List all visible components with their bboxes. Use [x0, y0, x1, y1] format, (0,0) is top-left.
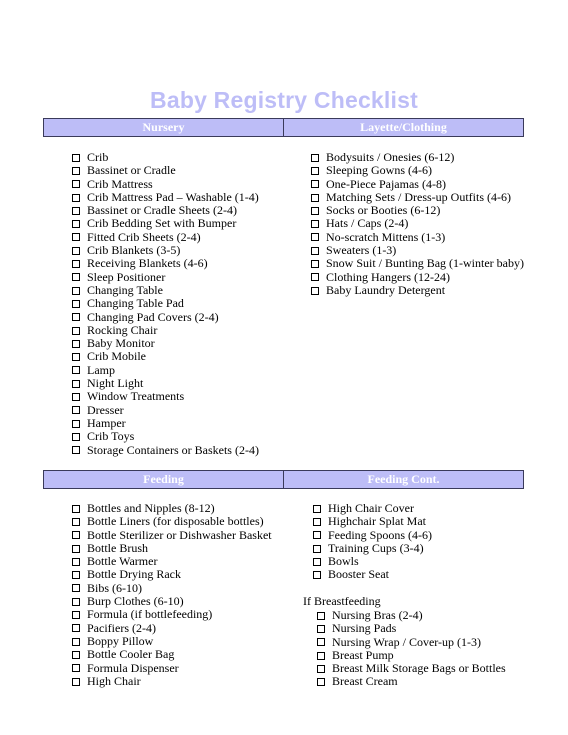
- checklist-item-label: Highchair Splat Mat: [328, 514, 426, 529]
- checklist-item: [317, 662, 506, 675]
- checkbox[interactable]: [311, 154, 319, 162]
- checklist-item-label: Fitted Crib Sheets (2-4): [87, 229, 201, 244]
- breastfeeding-list: [317, 609, 506, 689]
- checklist-item: [72, 204, 259, 217]
- checklist-item: [72, 648, 272, 661]
- checkbox[interactable]: [72, 233, 80, 241]
- checklist-item-label: Crib Mattress: [87, 176, 153, 191]
- checklist-item: [313, 542, 432, 555]
- section-header-row-1: [43, 118, 524, 137]
- checklist-item-label: Bottle Cooler Bag: [87, 647, 175, 662]
- checklist-item-label: Sweaters (1-3): [326, 243, 397, 258]
- checklist-item-label: Lamp: [87, 362, 115, 377]
- checklist-item-label: Sleep Positioner: [87, 269, 166, 284]
- checklist-item: [311, 284, 524, 297]
- checklist-item-label: Bassinet or Cradle: [87, 163, 176, 178]
- checkbox[interactable]: [72, 598, 80, 606]
- checklist-item: [72, 217, 259, 230]
- checkbox[interactable]: [313, 518, 321, 526]
- checklist-item: [72, 582, 272, 595]
- layette-clothing-header: Layette/Clothing: [283, 119, 523, 136]
- checklist-item: [72, 542, 272, 555]
- checklist-item: [311, 178, 524, 191]
- checklist-item: [72, 390, 259, 403]
- checklist-item: [72, 430, 259, 443]
- checklist-item-label: Bottle Drying Rack: [87, 567, 181, 582]
- checklist-item-label: Receiving Blankets (4-6): [87, 256, 208, 271]
- checkbox[interactable]: [72, 393, 80, 401]
- checklist-item-label: Breast Cream: [332, 674, 398, 689]
- checklist-item: [313, 515, 432, 528]
- checkbox[interactable]: [72, 531, 80, 539]
- checkbox[interactable]: [317, 665, 325, 673]
- checkbox[interactable]: [72, 611, 80, 619]
- checkbox[interactable]: [72, 433, 80, 441]
- checklist-item-label: Nursing Bras (2-4): [332, 608, 423, 622]
- checkbox[interactable]: [72, 300, 80, 308]
- checklist-item-label: Formula (if bottlefeeding): [87, 607, 213, 622]
- checkbox[interactable]: [72, 380, 80, 388]
- checklist-item-label: Baby Monitor: [87, 336, 155, 351]
- checklist-item: [72, 635, 272, 648]
- checklist-item-label: Rocking Chair: [87, 322, 158, 337]
- checkbox[interactable]: [317, 638, 325, 646]
- checkbox[interactable]: [317, 678, 325, 686]
- checklist-item: [72, 337, 259, 350]
- checklist-item: [311, 204, 524, 217]
- checklist-item: [72, 364, 259, 377]
- checklist-item-label: Window Treatments: [87, 389, 185, 404]
- checkbox[interactable]: [313, 531, 321, 539]
- checklist-item-label: Clothing Hangers (12-24): [326, 269, 450, 284]
- checklist-item: [72, 164, 259, 177]
- checklist-item: [311, 257, 524, 270]
- checklist-item-label: Crib Bedding Set with Bumper: [87, 216, 237, 231]
- checkbox[interactable]: [72, 664, 80, 672]
- checkbox[interactable]: [72, 571, 80, 579]
- checklist-item: [72, 417, 259, 430]
- checklist-item: [72, 515, 272, 528]
- checklist-item: [72, 151, 259, 164]
- checkbox[interactable]: [311, 260, 319, 268]
- checkbox[interactable]: [72, 287, 80, 295]
- checkbox[interactable]: [311, 273, 319, 281]
- checklist-item-label: Changing Table Pad: [87, 296, 184, 311]
- checklist-item: [72, 555, 272, 568]
- checklist-item: [311, 164, 524, 177]
- checklist-item: [311, 231, 524, 244]
- checklist-item: [311, 217, 524, 230]
- checklist-item: [72, 311, 259, 324]
- checkbox[interactable]: [311, 247, 319, 255]
- checklist-item-label: Socks or Booties (6-12): [326, 203, 441, 218]
- checkbox[interactable]: [311, 220, 319, 228]
- checkbox[interactable]: [311, 167, 319, 175]
- checklist-item: [72, 244, 259, 257]
- checklist-item: [72, 324, 259, 337]
- checklist-item: [72, 502, 272, 515]
- checklist-item: [313, 502, 432, 515]
- checkbox[interactable]: [72, 207, 80, 215]
- checklist-item: [72, 191, 259, 204]
- checkbox[interactable]: [72, 353, 80, 361]
- checklist-item: [317, 636, 506, 649]
- checklist-item: [311, 191, 524, 204]
- checklist-item-label: Bibs (6-10): [87, 580, 142, 595]
- checkbox[interactable]: [72, 651, 80, 659]
- checklist-item-label: Changing Pad Covers (2-4): [87, 309, 219, 324]
- checklist-item: [72, 257, 259, 270]
- checkbox[interactable]: [72, 273, 80, 281]
- checklist-item-label: Burp Clothes (6-10): [87, 594, 184, 609]
- checklist-item-label: Crib Toys: [87, 429, 135, 444]
- checklist-item: [72, 595, 272, 608]
- checkbox[interactable]: [72, 220, 80, 228]
- checklist-item: [311, 271, 524, 284]
- checklist-item-label: Pacifiers (2-4): [87, 620, 156, 635]
- checklist-item: [72, 178, 259, 191]
- checklist-item-label: Training Cups (3-4): [328, 540, 424, 555]
- checklist-item-label: Bottle Sterilizer or Dishwasher Basket: [87, 527, 272, 542]
- checklist-item-label: Bottles and Nipples (8-12): [87, 501, 215, 515]
- checkbox[interactable]: [311, 287, 319, 295]
- checklist-item: [317, 622, 506, 635]
- checkbox[interactable]: [72, 420, 80, 428]
- checklist-item-label: High Chair: [87, 673, 141, 688]
- checkbox[interactable]: [72, 180, 80, 188]
- checkbox[interactable]: [72, 194, 80, 202]
- checkbox[interactable]: [72, 558, 80, 566]
- checklist-item-label: Bottle Brush: [87, 540, 149, 555]
- checklist-item-label: Nursing Wrap / Cover-up (1-3): [332, 634, 482, 649]
- checklist-item-label: Booster Seat: [328, 567, 389, 582]
- checkbox[interactable]: [72, 505, 80, 513]
- checkbox[interactable]: [72, 584, 80, 592]
- checkbox[interactable]: [311, 194, 319, 202]
- checklist-item: [72, 444, 259, 457]
- checkbox[interactable]: [72, 247, 80, 255]
- feeding-cont-list: [313, 502, 432, 582]
- breastfeeding-label: If Breastfeeding: [303, 594, 381, 608]
- checkbox[interactable]: [72, 518, 80, 526]
- checkbox[interactable]: [311, 207, 319, 215]
- checklist-item-label: Hats / Caps (2-4): [326, 216, 409, 231]
- checklist-item: [317, 609, 506, 622]
- checkbox[interactable]: [313, 545, 321, 553]
- checkbox[interactable]: [313, 505, 321, 513]
- checklist-item-label: Breast Pump: [332, 647, 394, 662]
- section-header-row-2: [43, 470, 524, 489]
- checkbox[interactable]: [317, 652, 325, 660]
- checklist-item-label: Breast Milk Storage Bags or Bottles: [332, 661, 506, 676]
- checklist-item-label: Feeding Spoons (4-6): [328, 527, 432, 542]
- checkbox[interactable]: [72, 327, 80, 335]
- checkbox[interactable]: [72, 313, 80, 321]
- checklist-item-label: Bassinet or Cradle Sheets (2-4): [87, 203, 237, 218]
- checklist-item-label: Dresser: [87, 402, 124, 417]
- checklist-item: [313, 529, 432, 542]
- checklist-item: [72, 568, 272, 581]
- checkbox[interactable]: [311, 180, 319, 188]
- checklist-item: [72, 271, 259, 284]
- checklist-item: [311, 151, 524, 164]
- checklist-item: [72, 529, 272, 542]
- checklist-item-label: Crib: [87, 150, 109, 164]
- feeding-header: Feeding: [143, 472, 184, 486]
- checklist-item-label: Changing Table: [87, 282, 163, 297]
- checklist-item: [72, 297, 259, 310]
- checkbox[interactable]: [72, 446, 80, 454]
- checklist-item: [72, 284, 259, 297]
- checklist-item-label: Night Light: [87, 376, 144, 391]
- page-title: Baby Registry Checklist: [150, 87, 418, 113]
- feeding-cont-header: Feeding Cont.: [283, 471, 523, 488]
- checklist-item: [72, 404, 259, 417]
- checklist-item: [311, 244, 524, 257]
- checklist-item-label: Bodysuits / Onesies (6-12): [326, 150, 455, 164]
- checkbox[interactable]: [72, 340, 80, 348]
- checkbox[interactable]: [72, 167, 80, 175]
- checklist-item: [72, 350, 259, 363]
- checkbox[interactable]: [311, 233, 319, 241]
- checkbox[interactable]: [317, 612, 325, 620]
- checkbox[interactable]: [72, 154, 80, 162]
- checkbox[interactable]: [317, 625, 325, 633]
- checklist-item-label: High Chair Cover: [328, 501, 414, 515]
- checklist-item-label: Bottle Liners (for disposable bottles): [87, 514, 264, 529]
- nursery-header: Nursery: [142, 120, 185, 134]
- checklist-item: [72, 608, 272, 621]
- checklist-item: [317, 675, 506, 688]
- layette-clothing-list: [311, 151, 524, 297]
- checklist-item-label: Storage Containers or Baskets (2-4): [87, 442, 259, 457]
- checklist-item: [72, 622, 272, 635]
- checklist-item-label: No-scratch Mittens (1-3): [326, 229, 446, 244]
- checklist-item: [72, 231, 259, 244]
- checklist-item: [313, 555, 432, 568]
- checklist-item: [72, 675, 272, 688]
- checklist-item-label: Matching Sets / Dress-up Outfits (4-6): [326, 189, 511, 204]
- checklist-item-label: Sleeping Gowns (4-6): [326, 163, 432, 178]
- checkbox[interactable]: [72, 545, 80, 553]
- checklist-item-label: Snow Suit / Bunting Bag (1-winter baby): [326, 256, 524, 271]
- checkbox[interactable]: [72, 624, 80, 632]
- checkbox[interactable]: [313, 571, 321, 579]
- checklist-item-label: Hamper: [87, 415, 126, 430]
- checklist-item-label: Formula Dispenser: [87, 660, 179, 675]
- checkbox[interactable]: [72, 678, 80, 686]
- checklist-item: [72, 662, 272, 675]
- checklist-item-label: Crib Blankets (3-5): [87, 243, 181, 258]
- checklist-item-label: Nursing Pads: [332, 621, 397, 636]
- checkbox[interactable]: [72, 406, 80, 414]
- checklist-item-label: Crib Mobile: [87, 349, 146, 364]
- feeding-list: [72, 502, 272, 688]
- checklist-item: [72, 377, 259, 390]
- checklist-item-label: Bowls: [328, 554, 359, 569]
- checkbox[interactable]: [72, 260, 80, 268]
- checklist-item-label: Crib Mattress Pad – Washable (1-4): [87, 189, 259, 204]
- checkbox[interactable]: [72, 638, 80, 646]
- checklist-item: [317, 649, 506, 662]
- checklist-item-label: Baby Laundry Detergent: [326, 282, 446, 297]
- checklist-item-label: One-Piece Pajamas (4-8): [326, 176, 446, 191]
- checklist-item: [313, 568, 432, 581]
- checkbox[interactable]: [72, 366, 80, 374]
- nursery-list: [72, 151, 259, 457]
- checklist-item-label: Boppy Pillow: [87, 633, 154, 648]
- checkbox[interactable]: [313, 558, 321, 566]
- checklist-item-label: Bottle Warmer: [87, 554, 158, 569]
